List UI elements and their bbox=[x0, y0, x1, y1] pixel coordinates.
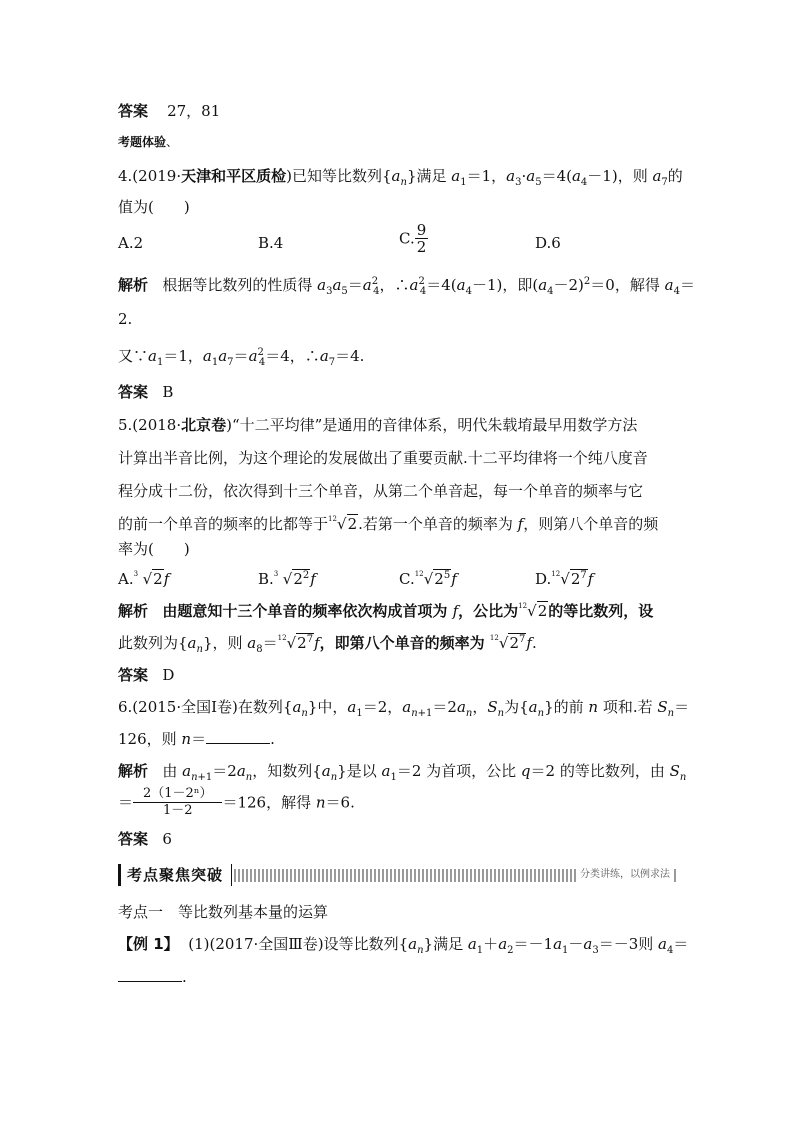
q5-stem-line3: 程分成十二份，依次得到十三个单音，从第二个单音起，每一个单音的频率与它 bbox=[118, 482, 644, 500]
q5-solution-c: 的等比数列，设 bbox=[548, 602, 654, 620]
q6-solution-b: ＝2 bbox=[212, 762, 237, 780]
q5-line4-a: 的前一个单音的频率的比都等于 bbox=[118, 515, 329, 533]
q6-answer-value: 6 bbox=[162, 830, 172, 848]
q6-part-i: ＝ bbox=[674, 698, 690, 716]
q5-option-c-label: C. bbox=[399, 570, 415, 588]
q4-option-c-den: 2 bbox=[416, 238, 427, 256]
example-answer-blank[interactable] bbox=[118, 967, 182, 982]
q5-answer bbox=[118, 664, 174, 686]
example-text-e: ＝ bbox=[673, 935, 689, 953]
q4-solution-label: 解析 bbox=[118, 276, 149, 294]
q6-solution-d: }是以 bbox=[337, 762, 382, 780]
q4-answer bbox=[118, 381, 173, 403]
q6-solution-2c: ＝6. bbox=[325, 793, 355, 812]
q5-source: 北京卷 bbox=[181, 416, 227, 434]
answer-line-top bbox=[118, 100, 220, 122]
radical-12-2: 12 √2 bbox=[328, 515, 358, 533]
q6-solution-line2: ＝ $\frac{\text{2（1－2ⁿ）}}{1-2}$ ＝126，解得 n＝6. bbox=[118, 786, 355, 818]
q5-solution-line2: 此数列为$\{a_n\}$，则 $a_8=$ 12 $√2^7f$，即第八个单音的频率为 12 $√2^7f$. bbox=[118, 634, 537, 655]
example-text-b: }满足 bbox=[423, 935, 468, 953]
q6-answer-label: 答案 bbox=[118, 830, 149, 848]
q4-solution-d: －1)，即( bbox=[471, 276, 539, 294]
q5-solution-b: ，公比为 bbox=[458, 602, 519, 620]
q6-answer bbox=[118, 828, 172, 850]
q4-solution-text: 根据等比数列的性质得 bbox=[162, 276, 318, 294]
q6-line2-b: ＝ bbox=[191, 730, 207, 748]
example-text-d: ＝－3则 bbox=[598, 935, 659, 953]
q4-solution-e: －2) bbox=[553, 276, 584, 294]
q4-stem-line2: 值为( ) bbox=[118, 198, 190, 216]
q4-cond3: －1)，则 bbox=[587, 167, 653, 185]
q5-answer-value: D bbox=[162, 666, 175, 684]
q6-part-c: ＝2， bbox=[362, 698, 403, 716]
q5-number: 5.(2018· bbox=[118, 416, 182, 434]
q4-solution-3b: ＝1， bbox=[163, 347, 203, 365]
q6-part-e: ， bbox=[472, 698, 488, 716]
q6-fraction-num: 2（1－2ⁿ） bbox=[133, 786, 222, 803]
answer-label: 答案 bbox=[118, 102, 149, 120]
q5-solution-2d: ，即第八个单音的频率为 bbox=[319, 634, 490, 652]
example-1-line2 bbox=[118, 966, 187, 988]
q4-cond1: ＝1， bbox=[466, 167, 507, 185]
q6-part-g: }的前 bbox=[544, 698, 589, 716]
q4-solution-line3: 又$\because a_1=1$，$a_1a_7=a^2_4=4$，$\therefore a_7=4$. bbox=[118, 347, 365, 368]
q6-part-b: }中， bbox=[307, 698, 348, 716]
q4-solution-f: ＝0，解得 bbox=[590, 276, 665, 294]
q6-part-f: 为{ bbox=[504, 698, 529, 716]
q5-solution-label: 解析 bbox=[118, 602, 149, 620]
q5-solution-2c: ＝ bbox=[262, 634, 278, 652]
q5-option-b-label: B. bbox=[258, 570, 274, 588]
q4-option-c-num: 9 bbox=[416, 221, 427, 239]
q4-stem-c: 的 bbox=[667, 167, 683, 185]
section-tag: 考题体验、 bbox=[118, 135, 179, 149]
q4-option-c bbox=[399, 222, 428, 255]
q5-answer-label: 答案 bbox=[118, 666, 149, 684]
q6-solution-c: ，知数列{ bbox=[252, 762, 322, 780]
q4-solution-3a: 又∵ bbox=[118, 347, 149, 365]
q6-stem-line2: 126，则 n＝ . bbox=[118, 730, 275, 748]
q4-option-c-fraction bbox=[415, 222, 429, 255]
q5-solution-2a: 此数列为{ bbox=[118, 634, 188, 652]
q4-option-c-prefix: C. bbox=[399, 229, 415, 248]
q6-fraction-den: 1－2 bbox=[162, 803, 193, 818]
q5-stem-line5: 率为( ) bbox=[118, 540, 190, 558]
example-text-c: ＝－1 bbox=[513, 935, 554, 953]
q4-answer-label: 答案 bbox=[118, 383, 149, 401]
q4-option-d: D.6 bbox=[535, 234, 561, 252]
q4-option-a: A.2 bbox=[118, 234, 144, 252]
q5-solution-2e: . bbox=[531, 634, 537, 652]
q4-stem-line1: 4.(2019·天津和平区质检)已知等比数列$\{a_n\}$满足 $a_1=1$，$a_3\cdot a_5=4(a_4-1)$，则 $a_7$的 bbox=[118, 167, 683, 188]
q4-solution-c: ＝4( bbox=[426, 276, 457, 294]
q5-option-a-label: A. bbox=[118, 570, 134, 588]
q4-solution-line1: 解析 根据等比数列的性质得 $a_3a_5=a^2_4$，$\therefore a^2_4=4(a_4-1)$，即$(a_4-2)^2=0$，解得 $a_4=$ bbox=[118, 276, 695, 297]
q6-solution-fraction bbox=[133, 786, 222, 819]
q6-solution-2b: ＝126，解得 bbox=[222, 793, 316, 812]
section-tag-text: 考题体验 bbox=[118, 135, 167, 149]
q5-option-a: A. 3 √2f bbox=[118, 570, 170, 588]
banner-title: 考点聚焦突破 bbox=[118, 864, 232, 886]
q5-solution-a: 由题意知十三个单音的频率依次构成首项为 bbox=[162, 602, 453, 620]
q4-cond2: ＝4( bbox=[541, 167, 572, 185]
q4-option-b: B.4 bbox=[258, 234, 284, 252]
q4-number: 4.(2019· bbox=[118, 167, 182, 185]
example-text-a: (1)(2017·全国Ⅲ卷)设等比数列{ bbox=[188, 935, 409, 953]
q4-solution-line2: 2. bbox=[118, 310, 133, 328]
q4-stem-text-b: }满足 bbox=[406, 167, 452, 185]
q5-stem-line4: 的前一个单音的频率的比都等于 12 √2.若第一个单音的频率为 f，则第八个单音的频 bbox=[118, 515, 659, 533]
answer-value: 27，81 bbox=[167, 102, 221, 120]
q6-solution-a: 由 bbox=[162, 762, 183, 780]
q4-stem-text: )已知等比数列{ bbox=[286, 167, 392, 185]
example-1-line1: 【例 1】 (1)(2017·全国Ⅲ卷)设等比数列$\{a_n\}$满足 $a_1+a_2=-1a_1-a_3=-3$则 $a_4=$ bbox=[118, 935, 689, 956]
example-label: 【例 1】 bbox=[118, 935, 179, 953]
q5-stem-line1 bbox=[118, 414, 637, 436]
q5-solution-2b: }，则 bbox=[202, 634, 248, 652]
banner-subtitle: 分类讲练，以例求法 bbox=[576, 867, 674, 883]
q5-line1-rest: )“十二平均律”是通用的音律体系，明代朱载堉最早用数学方法 bbox=[226, 416, 638, 434]
q5-option-d-label: D. bbox=[535, 570, 552, 588]
q6-line2-a: 126，则 bbox=[118, 730, 182, 748]
q6-part-h: 项和.若 bbox=[598, 698, 658, 716]
q4-answer-value: B bbox=[162, 383, 174, 401]
section-banner bbox=[118, 864, 678, 888]
q4-source: 天津和平区质检 bbox=[181, 167, 287, 185]
q6-stem-line1: 6.(2015·全国Ⅰ卷)在数列$\{a_n\}$中，$a_1=2$，$a_{n+1}=2a_n$，$S_n$为$\{a_n\}$的前 n 项和.若 $S_n=$ bbox=[118, 698, 690, 719]
q5-solution-line1: 解析 由题意知十三个单音的频率依次构成首项为 f，公比为 12 √2的等比数列，设 bbox=[118, 602, 654, 620]
example-end: . bbox=[182, 968, 187, 986]
q6-line2-c: . bbox=[270, 730, 275, 748]
q4-solution-3d: ＝4. bbox=[335, 347, 365, 365]
q4-solution-g: ＝ bbox=[679, 276, 695, 294]
q4-solution-b: ，∴ bbox=[379, 276, 410, 294]
q5-option-b: B. 3 $√2^2f$ bbox=[258, 570, 316, 588]
q6-solution-label: 解析 bbox=[118, 762, 149, 780]
q5-option-d: D. 12 $√2^7f$ bbox=[535, 570, 594, 588]
topic-heading: 考点一 等比数列基本量的运算 bbox=[118, 903, 329, 921]
q6-answer-blank[interactable] bbox=[206, 729, 270, 744]
q6-solution-e: ＝2 为首项，公比 bbox=[396, 762, 521, 780]
q6-solution-f: ＝2 的等比数列，由 bbox=[530, 762, 670, 780]
q6-number: 6.(2015·全国Ⅰ卷)在数列{ bbox=[118, 698, 293, 716]
q6-part-d: ＝2 bbox=[432, 698, 457, 716]
q6-solution-line1: 解析 由 $a_{n+1}=2a_n$，知数列$\{a_n\}$是以 $a_1=2$ 为首项，公比 q＝2 的等比数列，由 $S_n$ bbox=[118, 762, 687, 783]
q5-option-c: C. 12 $√2^5f$ bbox=[399, 570, 457, 588]
q5-stem-line2: 计算出半音比例，为这个理论的发展做出了重要贡献.十二平均律将一个纯八度音 bbox=[118, 449, 648, 467]
q5-line4-b: .若第一个单音的频率为 bbox=[358, 515, 518, 533]
q5-line4-c: ，则第八个单音的频 bbox=[523, 515, 659, 533]
q4-solution-3c: ＝4，∴ bbox=[265, 347, 320, 365]
